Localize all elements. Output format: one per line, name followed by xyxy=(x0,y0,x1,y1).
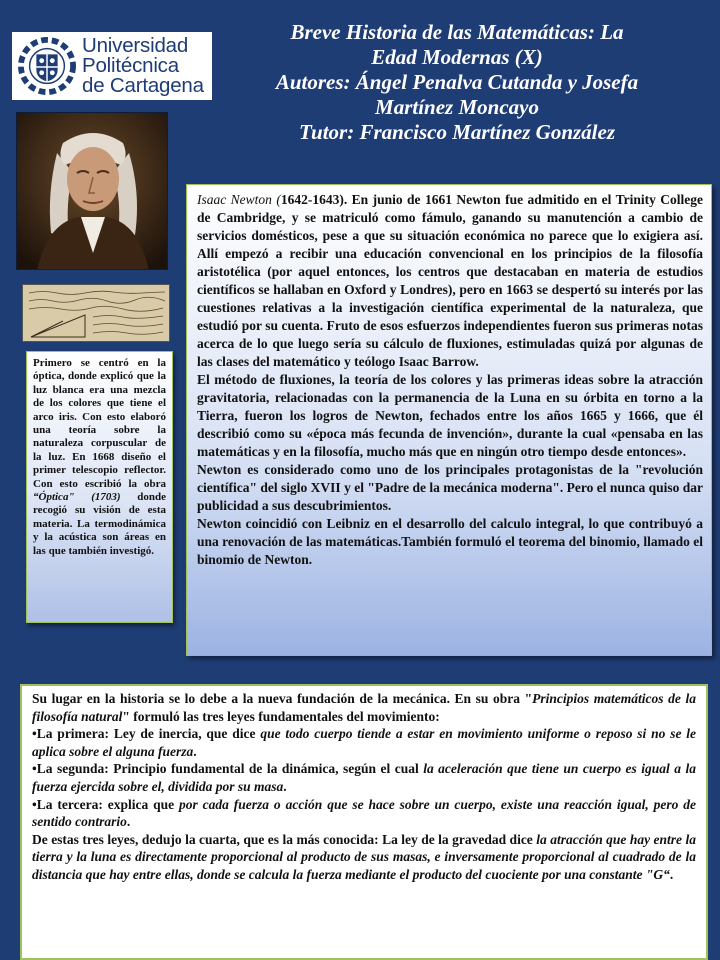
title-line: Edad Modernas (X) xyxy=(371,45,543,69)
law-text: La segunda: Principio fundamental de la dinámica, según el cual xyxy=(36,761,424,777)
newton-manuscript xyxy=(22,284,170,342)
newton-name: Isaac Newton ( xyxy=(197,192,281,207)
title-line: Breve Historia de las Matemáticas: La xyxy=(290,20,624,44)
biography-paragraph: Newton es considerado como uno de los principales protagonistas de la "revolución científica" del siglo XVII y el "Padre de la mecánica moderna". Pero el nunca quiso dar publicidad a sus descubrimientos. xyxy=(197,462,703,513)
tutor-line: Tutor: Francisco Martínez González xyxy=(298,120,615,144)
optics-text-box xyxy=(26,351,173,623)
newton-portrait xyxy=(16,112,168,270)
gravity-law xyxy=(32,831,696,884)
poster-header xyxy=(222,20,692,145)
university-logo xyxy=(12,32,212,100)
authors-line: Autores: Ángel Penalva Cutanda y Josefa xyxy=(275,70,639,94)
intro-text: " formuló las tres leyes fundamentales del movimiento: xyxy=(122,708,440,724)
university-name xyxy=(82,36,204,96)
law-definition: la aceleración que tiene un cuerpo es igual a la fuerza ejercida sobre el, dividida por su masa xyxy=(32,761,696,794)
second-law xyxy=(32,760,696,795)
law-text: . xyxy=(669,866,674,882)
law-definition: la atracción que hay entre la tierra y la luna es directamente proporcional al producto de sus masas, e inversamente proporcional al cuadrado de la distancia que hay entre ellas, donde se calcula la fuerza mediante el producto del cuociente por una constante "G“ xyxy=(32,831,696,882)
manuscript-image xyxy=(23,285,170,342)
mechanics-text-box xyxy=(20,684,708,960)
optics-text: donde recogió su visión de esta materia. La termodinámica y la acústica son áreas en las que también investigó. xyxy=(33,491,166,557)
optics-text: Primero se centró en la óptica, donde explicó que la luz blanca era una mezcla de los colores que tiene el arco iris. Con esto elaboró una teoría sobre la naturaleza corpuscular de la luz. En 1668 diseño el primer telescopio reflector. Con esto escribió la obra xyxy=(33,357,166,490)
biography-paragraph: El método de fluxiones, la teoría de los colores y las primeras ideas sobre la atracción gravitatoria, relacionadas con la permanencia de la Luna en su órbita en torno a la Tierra, fueron los logros de Newton, fechados entre los años 1665 y 1666, que él describió como su «época más fecunda de invención», durante la cual «pensaba en las matemáticas y en la filosofía, mucho más que en ningún otro tiempo desde entonces». xyxy=(197,372,703,459)
authors-line: Martínez Moncayo xyxy=(375,95,539,119)
intro-text: Su lugar en la historia se lo debe a la nueva fundación de la mecánica. En su obra " xyxy=(32,691,533,706)
third-law xyxy=(32,796,696,831)
newton-dates: 1642-1643). xyxy=(280,192,348,207)
law-text: . xyxy=(193,743,197,759)
optics-work-title: “Óptica" (1703) xyxy=(33,491,121,504)
upct-emblem-icon xyxy=(18,37,76,95)
first-law xyxy=(32,725,696,760)
law-text: La primera: Ley de inercia, que dice xyxy=(36,726,261,742)
law-text: . xyxy=(126,814,131,830)
biography-paragraph: Newton coincidió con Leibniz en el desarrollo del calculo integral, lo que contribuyó a una renovación de las matemáticas.También formuló el teorema del binomio, llamado el binomio de Newton. xyxy=(197,516,703,567)
logo-line: de Cartagena xyxy=(82,74,204,97)
portrait-image xyxy=(17,113,168,270)
principia-title: Principios matemáticos de la filosofía natural xyxy=(32,691,696,724)
biography-paragraph xyxy=(197,191,703,371)
biography-text: En junio de 1661 Newton fue admitido en el Trinity College de Cambridge, y se matriculó como fámulo, ganando su manutención a cambio de servicios domésticos, pese a que su situación económica no parece que lo exigiera así. Allí empezó a recibir una educación convencional en los principios de la filosofía aristotélica (por aquel entonces, los centros que destacaban en materia de estudios científicos se hallaban en Oxford y Londres), pero en 1663 se despertó su interés por las cuestiones relativas a la investigación científica experimental de la naturaleza, que estudió por su cuenta. Fruto de esos esfuerzos independientes fueron sus primeras notas acerca de lo que luego sería su cálculo de fluxiones, estimuladas quizá por algunas de las clases del matemático y teólogo Isaac Barrow. xyxy=(197,192,703,369)
law-text: De estas tres leyes, dedujo la cuarta, que es la más conocida: La ley de la gravedad dice xyxy=(32,831,537,847)
logo-line: Politécnica xyxy=(82,54,179,77)
law-text: La tercera: explica que xyxy=(36,796,180,812)
law-text: . xyxy=(283,778,287,794)
law-definition: por cada fuerza o acción que se hace sobre un cuerpo, existe una reacción igual, pero de sentido contrario xyxy=(32,796,696,830)
law-definition: que todo cuerpo tiende a estar en movimiento uniforme o reposo si no se le aplica sobre el alguna fuerza xyxy=(32,726,697,759)
logo-line: Universidad xyxy=(82,34,189,57)
biography-text-box xyxy=(186,184,712,656)
mechanics-intro xyxy=(32,690,696,725)
